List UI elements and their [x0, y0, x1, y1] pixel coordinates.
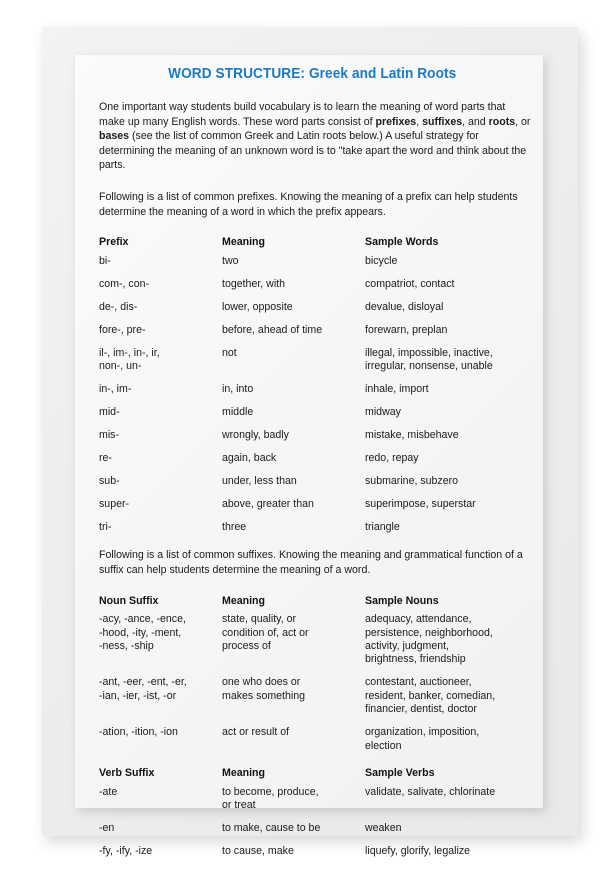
table-cell-col3: midway	[365, 406, 401, 419]
table-cell-col3: triangle	[365, 521, 400, 534]
table-cell-col3: weaken	[365, 821, 402, 834]
table-cell-col1: -ation, -ition, -ion	[99, 726, 178, 739]
table-cell-col2: again, back	[222, 452, 277, 465]
table-row	[99, 278, 533, 301]
table-cell-col1: -fy, -ify, -ize	[99, 844, 153, 857]
table-cell-col2: three	[222, 521, 247, 534]
table-cell-col1: fore-, pre-	[99, 323, 146, 336]
table-cell-col2: to cause, make	[222, 844, 294, 857]
prefix-table-body	[99, 255, 533, 535]
table-row	[99, 676, 533, 726]
column-header-3: Sample Words	[365, 236, 439, 249]
table-cell-col1: super-	[99, 498, 130, 511]
table-cell-col1: -ate	[99, 785, 118, 798]
table-row	[99, 255, 533, 278]
column-header-2: Meaning	[222, 594, 265, 607]
table-cell-col1: de-, dis-	[99, 300, 138, 313]
table-cell-col3: inhale, import	[365, 383, 429, 396]
table-cell-col3: mistake, misbehave	[365, 429, 459, 442]
table-cell-col2: before, ahead of time	[222, 323, 323, 336]
table-cell-col3: adequacy, attendance, persistence, neighborhood, activity, judgment, brightness, friendship	[365, 613, 493, 666]
table-cell-col3: forewarn, preplan	[365, 323, 448, 336]
column-header-1: Verb Suffix	[99, 767, 155, 779]
table-row	[99, 613, 533, 676]
table-row	[99, 383, 533, 406]
table-cell-col1: com-, con-	[99, 277, 150, 290]
table-cell-col3: validate, salivate, chlorinate	[365, 785, 496, 798]
suffix-section-intro: Following is a list of common suffixes. Knowing the meaning and grammatical function of a suffix can help students determine the meaning of a word.	[99, 549, 523, 577]
table-row	[99, 301, 533, 324]
table-cell-col2: two	[222, 254, 239, 267]
table-cell-col1: mis-	[99, 429, 120, 442]
table-cell-col3: superimpose, superstar	[365, 498, 476, 511]
table-cell-col1: -acy, -ance, -ence, -hood, -ity, -ment, -ness, -ship	[99, 613, 186, 652]
table-cell-col2: middle	[222, 406, 254, 419]
table-row	[99, 475, 533, 498]
table-header-row	[99, 767, 533, 786]
table-cell-col3: compatriot, contact	[365, 277, 455, 290]
table-cell-col2: to become, produce, or treat	[222, 785, 319, 811]
intro-paragraph: One important way students build vocabulary is to learn the meaning of word parts that make up many English words. These word parts consist of prefixes, suffixes, and roots, or bases (see the list of common Greek and Latin roots below.) A useful strategy for determining the meaning of an unknown word is to "take apart the word and think about the parts.	[99, 101, 531, 172]
page-title: WORD STRUCTURE: Greek and Latin Roots	[168, 66, 457, 82]
verb-suffix-table-head	[99, 767, 533, 786]
table-row	[99, 726, 533, 753]
table-cell-col3: liquefy, glorify, legalize	[365, 844, 471, 857]
table-cell-col2: to make, cause to be	[222, 821, 321, 834]
table-header-row	[99, 236, 533, 255]
column-header-3: Sample Nouns	[365, 594, 439, 607]
table-row	[99, 452, 533, 475]
table-cell-col1: mid-	[99, 406, 120, 419]
table-cell-col3: submarine, subzero	[365, 475, 459, 488]
table-cell-col2: act or result of	[222, 726, 290, 739]
table-cell-col2: in, into	[222, 383, 254, 396]
column-header-2: Meaning	[222, 767, 265, 779]
table-header-row	[99, 595, 533, 614]
prefix-table	[99, 236, 533, 534]
table-row	[99, 845, 533, 858]
table-cell-col3: contestant, auctioneer, resident, banker, comedian, financier, dentist, doctor	[365, 676, 496, 716]
table-cell-col1: in-, im-	[99, 383, 132, 396]
table-cell-col2: together, with	[222, 277, 286, 290]
table-row	[99, 786, 533, 822]
verb-suffix-table	[99, 767, 533, 858]
table-cell-col1: -ant, -eer, -ent, -er, -ian, -ier, -ist, -or	[99, 676, 187, 702]
table-cell-col1: tri-	[99, 521, 112, 534]
table-cell-col3: organization, imposition, election	[365, 726, 480, 752]
column-header-1: Noun Suffix	[99, 594, 159, 607]
table-cell-col3: redo, repay	[365, 452, 419, 465]
table-cell-col1: sub-	[99, 475, 120, 488]
noun-suffix-table	[99, 595, 533, 753]
table-row	[99, 822, 533, 845]
noun-suffix-table-head	[99, 595, 533, 614]
prefix-table-head	[99, 236, 533, 255]
worksheet-content	[99, 66, 533, 872]
column-header-2: Meaning	[222, 236, 265, 249]
noun-suffix-table-body	[99, 613, 533, 753]
table-row	[99, 347, 533, 383]
table-cell-col2: not	[222, 346, 237, 359]
column-header-3: Sample Verbs	[365, 767, 435, 779]
table-cell-col1: il-, im-, in-, ir, non-, un-	[99, 346, 160, 373]
prefix-section-intro: Following is a list of common prefixes. Knowing the meaning of a prefix can help students determine the meaning of a word in which the prefix appears.	[99, 190, 518, 218]
table-cell-col2: one who does or makes something	[222, 676, 306, 702]
table-cell-col3: devalue, disloyal	[365, 300, 444, 313]
table-cell-col1: -en	[99, 821, 115, 834]
table-row	[99, 406, 533, 429]
table-cell-col3: bicycle	[365, 254, 398, 267]
table-cell-col3: illegal, impossible, inactive, irregular, nonsense, unable	[365, 346, 493, 373]
table-cell-col2: above, greater than	[222, 498, 314, 511]
table-cell-col2: lower, opposite	[222, 300, 293, 313]
table-cell-col1: re-	[99, 452, 112, 465]
verb-suffix-table-body	[99, 786, 533, 859]
table-cell-col2: wrongly, badly	[222, 429, 289, 442]
table-cell-col2: state, quality, or condition of, act or process of	[222, 613, 309, 652]
table-row	[99, 521, 533, 534]
table-cell-col2: under, less than	[222, 475, 297, 488]
table-row	[99, 498, 533, 521]
column-header-1: Prefix	[99, 236, 129, 249]
table-row	[99, 324, 533, 347]
table-cell-col1: bi-	[99, 254, 111, 267]
table-row	[99, 429, 533, 452]
